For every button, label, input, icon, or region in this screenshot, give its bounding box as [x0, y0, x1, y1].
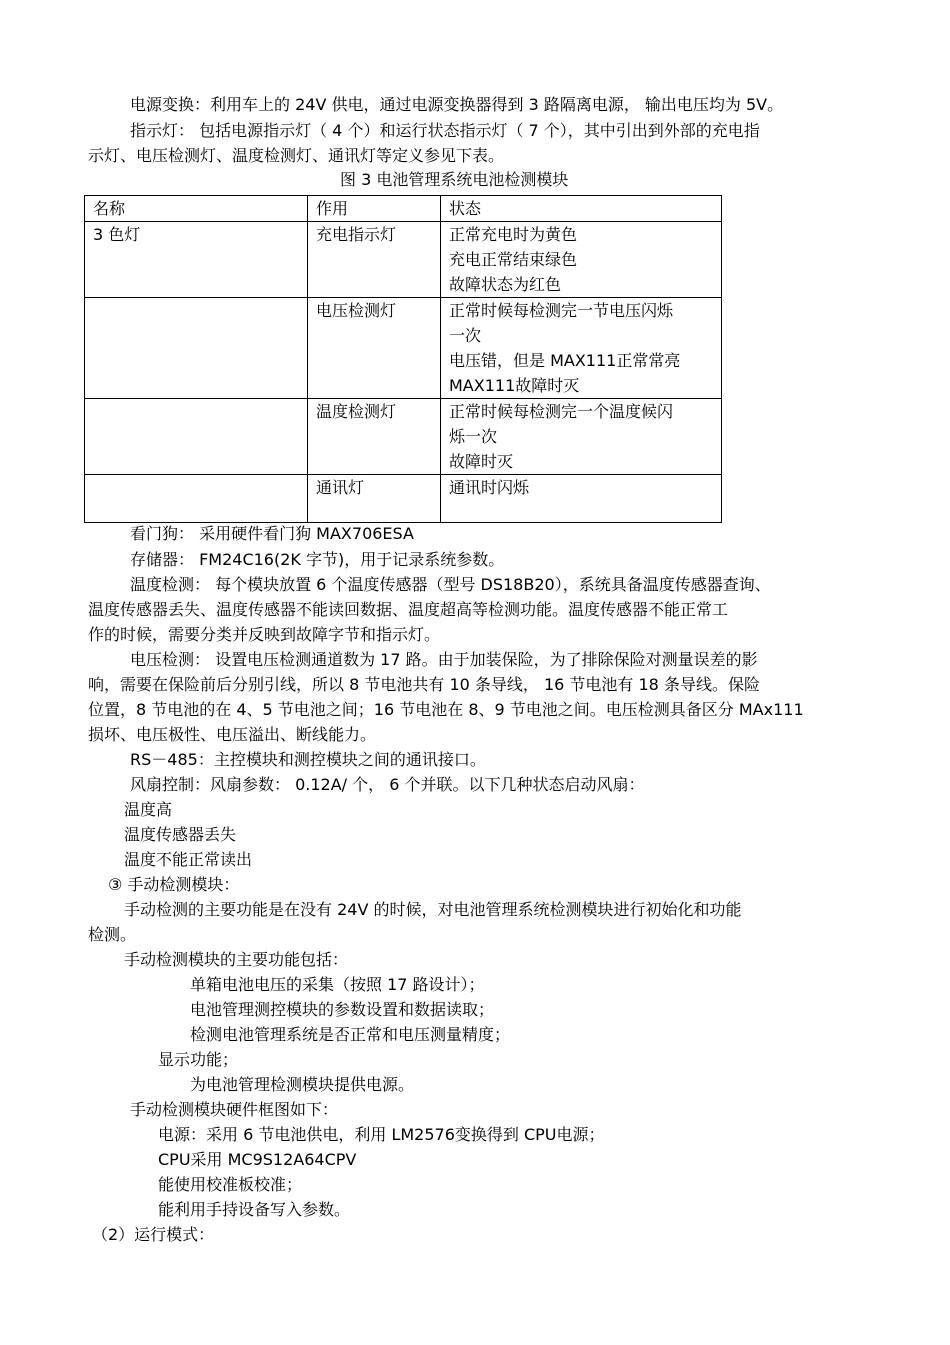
function-list-item: 显示功能； — [158, 1050, 239, 1069]
paragraph-temperature-cont2: 作的时候，需要分类并反映到故障字节和指示灯。 — [88, 625, 441, 644]
cell-role: 温度检测灯 — [308, 399, 441, 475]
status-line: 正常时候每检测完一个温度候闪 — [449, 402, 674, 421]
hardware-list-item: 能使用校准板校准； — [158, 1175, 303, 1194]
paragraph-rs485: RS－485：主控模块和测控模块之间的通讯接口。 — [130, 750, 486, 769]
cell-status — [441, 298, 722, 399]
paragraph-voltage-cont: 响，需要在保险前后分别引线，所以 8 节电池共有 10 条导线， 16 节电池有 18 条导线。保险 — [88, 675, 760, 694]
cell-name: 3 色灯 — [85, 222, 308, 298]
cell-name — [85, 475, 308, 523]
section-heading-manual-test: ③ 手动检测模块： — [108, 875, 240, 894]
status-line: MAX111故障时灭 — [449, 376, 580, 395]
figure-caption: 图 3 电池管理系统电池检测模块 — [340, 170, 569, 189]
paragraph-hardware-diagram: 手动检测模块硬件框图如下： — [130, 1100, 339, 1119]
function-list-item: 电池管理测控模块的参数设置和数据读取； — [190, 1000, 495, 1019]
header-status: 状态 — [441, 196, 722, 222]
table-row — [85, 222, 722, 298]
paragraph-manual-functions: 手动检测模块的主要功能包括： — [124, 950, 349, 969]
cell-status — [441, 399, 722, 475]
hardware-list-item: CPU采用 MC9S12A64CPV — [158, 1150, 357, 1169]
status-line: 故障状态为红色 — [449, 275, 562, 294]
paragraph-indicator-lights: 指示灯： 包括电源指示灯（ 4 个）和运行状态指示灯（ 7 个），其中引出到外部的充电指 — [130, 121, 760, 140]
status-line: 通讯时闪烁 — [449, 478, 530, 497]
fan-condition-item: 温度不能正常读出 — [124, 850, 253, 869]
paragraph-power-conversion: 电源变换：利用车上的 24V 供电，通过电源变换器得到 3 路隔离电源， 输出电压均为 5V。 — [130, 95, 784, 114]
paragraph-voltage-cont3: 损坏、电压极性、电压溢出、断线能力。 — [88, 725, 377, 744]
paragraph-voltage: 电压检测： 设置电压检测通道数为 17 路。由于加装保险，为了排除保险对测量误差的影 — [130, 650, 758, 669]
header-role: 作用 — [308, 196, 441, 222]
cell-status — [441, 475, 722, 523]
section-heading-run-mode: （2）运行模式： — [92, 1225, 215, 1244]
hardware-list-item: 能利用手持设备写入参数。 — [158, 1200, 351, 1219]
paragraph-temperature-cont: 温度传感器丢失、温度传感器不能读回数据、温度超高等检测功能。温度传感器不能正常工 — [88, 600, 729, 619]
status-line: 一次 — [449, 326, 482, 345]
indicator-table — [84, 195, 722, 523]
cell-status — [441, 222, 722, 298]
cell-role: 充电指示灯 — [308, 222, 441, 298]
paragraph-fan-control: 风扇控制：风扇参数： 0.12A/ 个， 6 个并联。以下几种状态启动风扇： — [130, 775, 645, 794]
cell-name — [85, 298, 308, 399]
fan-condition-item: 温度高 — [124, 800, 173, 819]
cell-role: 电压检测灯 — [308, 298, 441, 399]
paragraph-manual-test: 手动检测的主要功能是在没有 24V 的时候，对电池管理系统检测模块进行初始化和功能 — [124, 900, 742, 919]
table-row — [85, 399, 722, 475]
paragraph-indicator-lights-cont: 示灯、电压检测灯、温度检测灯、通讯灯等定义参见下表。 — [88, 146, 505, 165]
cell-name — [85, 399, 308, 475]
header-name: 名称 — [85, 196, 308, 222]
paragraph-watchdog: 看门狗： 采用硬件看门狗 MAX706ESA — [130, 524, 414, 543]
function-list-item: 检测电池管理系统是否正常和电压测量精度； — [190, 1025, 511, 1044]
table-row — [85, 298, 722, 399]
paragraph-manual-test-cont: 检测。 — [88, 925, 137, 944]
cell-role: 通讯灯 — [308, 475, 441, 523]
table-header-row — [85, 196, 722, 222]
paragraph-voltage-cont2: 位置，8 节电池的在 4、5 节电池之间；16 节电池在 8、9 节电池之间。电压检测具备区分 MAx111 — [88, 700, 804, 719]
status-line: 正常充电时为黄色 — [449, 225, 578, 244]
paragraph-storage: 存储器： FM24C16(2K 字节)，用于记录系统参数。 — [130, 550, 505, 569]
table-row — [85, 475, 722, 523]
hardware-list-item: 电源：采用 6 节电池供电，利用 LM2576变换得到 CPU电源； — [158, 1125, 605, 1144]
status-line: 正常时候每检测完一节电压闪烁 — [449, 301, 674, 320]
status-line: 故障时灭 — [449, 452, 514, 471]
status-line: 烁一次 — [449, 427, 498, 446]
status-line: 电压错，但是 MAX111正常常亮 — [449, 351, 681, 370]
paragraph-temperature: 温度检测： 每个模块放置 6 个温度传感器（型号 DS18B20），系统具备温度传感器查询、 — [130, 575, 771, 594]
function-list-item: 为电池管理检测模块提供电源。 — [190, 1075, 415, 1094]
fan-condition-item: 温度传感器丢失 — [124, 825, 237, 844]
function-list-item: 单箱电池电压的采集（按照 17 路设计）； — [190, 975, 485, 994]
status-line: 充电正常结束绿色 — [449, 250, 578, 269]
